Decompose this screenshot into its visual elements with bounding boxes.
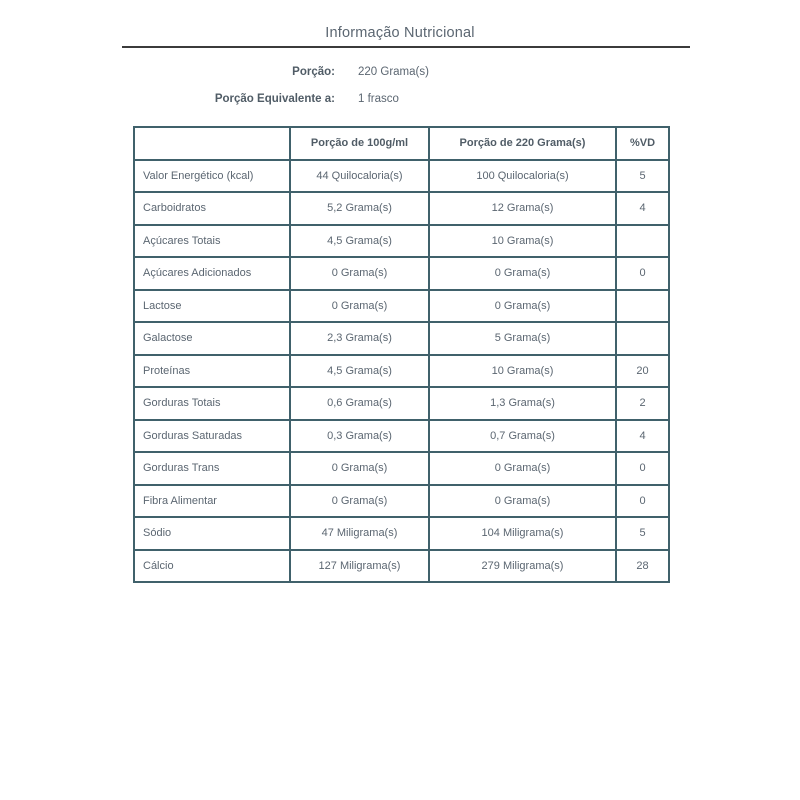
nutrient-name-cell: Galactose	[134, 322, 290, 355]
nutrient-value-cell	[616, 290, 669, 323]
nutrient-value-cell: 5,2 Grama(s)	[290, 192, 429, 225]
header-cell: %VD	[616, 127, 669, 160]
nutrient-value-cell: 12 Grama(s)	[429, 192, 616, 225]
page-title: Informação Nutricional	[325, 25, 475, 41]
nutrient-value-cell: 104 Miligrama(s)	[429, 517, 616, 550]
nutrient-value-cell: 5 Grama(s)	[429, 322, 616, 355]
nutrient-value-cell: 4	[616, 420, 669, 453]
nutrient-value-cell: 44 Quilocaloria(s)	[290, 160, 429, 193]
nutrition-table	[133, 126, 670, 583]
nutrient-value-cell: 4,5 Grama(s)	[290, 225, 429, 258]
nutrient-value-cell: 0,6 Grama(s)	[290, 387, 429, 420]
nutrient-value-cell: 127 Miligrama(s)	[290, 550, 429, 583]
nutrient-value-cell: 4,5 Grama(s)	[290, 355, 429, 388]
table-header-row	[134, 127, 669, 160]
nutrient-value-cell: 0	[616, 452, 669, 485]
nutrient-value-cell: 0 Grama(s)	[429, 257, 616, 290]
table-row	[134, 160, 669, 193]
nutrient-value-cell: 5	[616, 160, 669, 193]
table-row	[134, 290, 669, 323]
portion-equivalent-row	[0, 93, 800, 105]
nutrient-name-cell: Proteínas	[134, 355, 290, 388]
nutrient-value-cell: 279 Miligrama(s)	[429, 550, 616, 583]
table-row	[134, 420, 669, 453]
table-row	[134, 387, 669, 420]
portion-label: Porção:	[292, 66, 335, 78]
nutrient-value-cell: 10 Grama(s)	[429, 225, 616, 258]
table-row	[134, 550, 669, 583]
nutrient-name-cell: Valor Energético (kcal)	[134, 160, 290, 193]
table-row	[134, 225, 669, 258]
nutrient-name-cell: Fibra Alimentar	[134, 485, 290, 518]
nutrient-value-cell: 0,3 Grama(s)	[290, 420, 429, 453]
nutrient-value-cell	[616, 322, 669, 355]
header-cell: Porção de 100g/ml	[290, 127, 429, 160]
header-cell-empty	[134, 127, 290, 160]
nutrient-value-cell: 0	[616, 257, 669, 290]
nutrient-name-cell: Sódio	[134, 517, 290, 550]
nutrient-value-cell: 0 Grama(s)	[429, 290, 616, 323]
nutrient-name-cell: Gorduras Saturadas	[134, 420, 290, 453]
nutrient-value-cell: 2,3 Grama(s)	[290, 322, 429, 355]
nutrient-value-cell: 0 Grama(s)	[290, 257, 429, 290]
nutrient-value-cell: 10 Grama(s)	[429, 355, 616, 388]
nutrient-value-cell: 1,3 Grama(s)	[429, 387, 616, 420]
nutrient-value-cell: 100 Quilocaloria(s)	[429, 160, 616, 193]
table-row	[134, 257, 669, 290]
table-row	[134, 517, 669, 550]
nutrient-value-cell: 0,7 Grama(s)	[429, 420, 616, 453]
nutrient-value-cell: 0 Grama(s)	[290, 485, 429, 518]
table-row	[134, 355, 669, 388]
nutrient-value-cell	[616, 225, 669, 258]
nutrient-value-cell: 2	[616, 387, 669, 420]
nutrient-name-cell: Açúcares Adicionados	[134, 257, 290, 290]
table-row	[134, 485, 669, 518]
nutrient-name-cell: Gorduras Totais	[134, 387, 290, 420]
nutrient-name-cell: Lactose	[134, 290, 290, 323]
nutrient-value-cell: 0 Grama(s)	[290, 452, 429, 485]
nutrient-value-cell: 20	[616, 355, 669, 388]
portion-row	[0, 66, 800, 78]
nutrient-value-cell: 0	[616, 485, 669, 518]
nutrient-name-cell: Carboidratos	[134, 192, 290, 225]
header-cell: Porção de 220 Grama(s)	[429, 127, 616, 160]
nutrient-value-cell: 4	[616, 192, 669, 225]
nutrient-value-cell: 0 Grama(s)	[429, 452, 616, 485]
nutrient-name-cell: Gorduras Trans	[134, 452, 290, 485]
nutrient-value-cell: 0 Grama(s)	[429, 485, 616, 518]
nutrient-value-cell: 28	[616, 550, 669, 583]
title-divider	[122, 46, 690, 48]
nutrient-value-cell: 47 Miligrama(s)	[290, 517, 429, 550]
table-row	[134, 322, 669, 355]
nutrient-name-cell: Açúcares Totais	[134, 225, 290, 258]
portion-equivalent-label: Porção Equivalente a:	[214, 93, 335, 105]
table-body	[134, 160, 669, 583]
nutrient-value-cell: 0 Grama(s)	[290, 290, 429, 323]
nutrient-value-cell: 5	[616, 517, 669, 550]
table-row	[134, 192, 669, 225]
table-row	[134, 452, 669, 485]
portion-equivalent-value: 1 frasco	[358, 93, 399, 105]
portion-value: 220 Grama(s)	[358, 66, 429, 78]
nutrient-name-cell: Cálcio	[134, 550, 290, 583]
